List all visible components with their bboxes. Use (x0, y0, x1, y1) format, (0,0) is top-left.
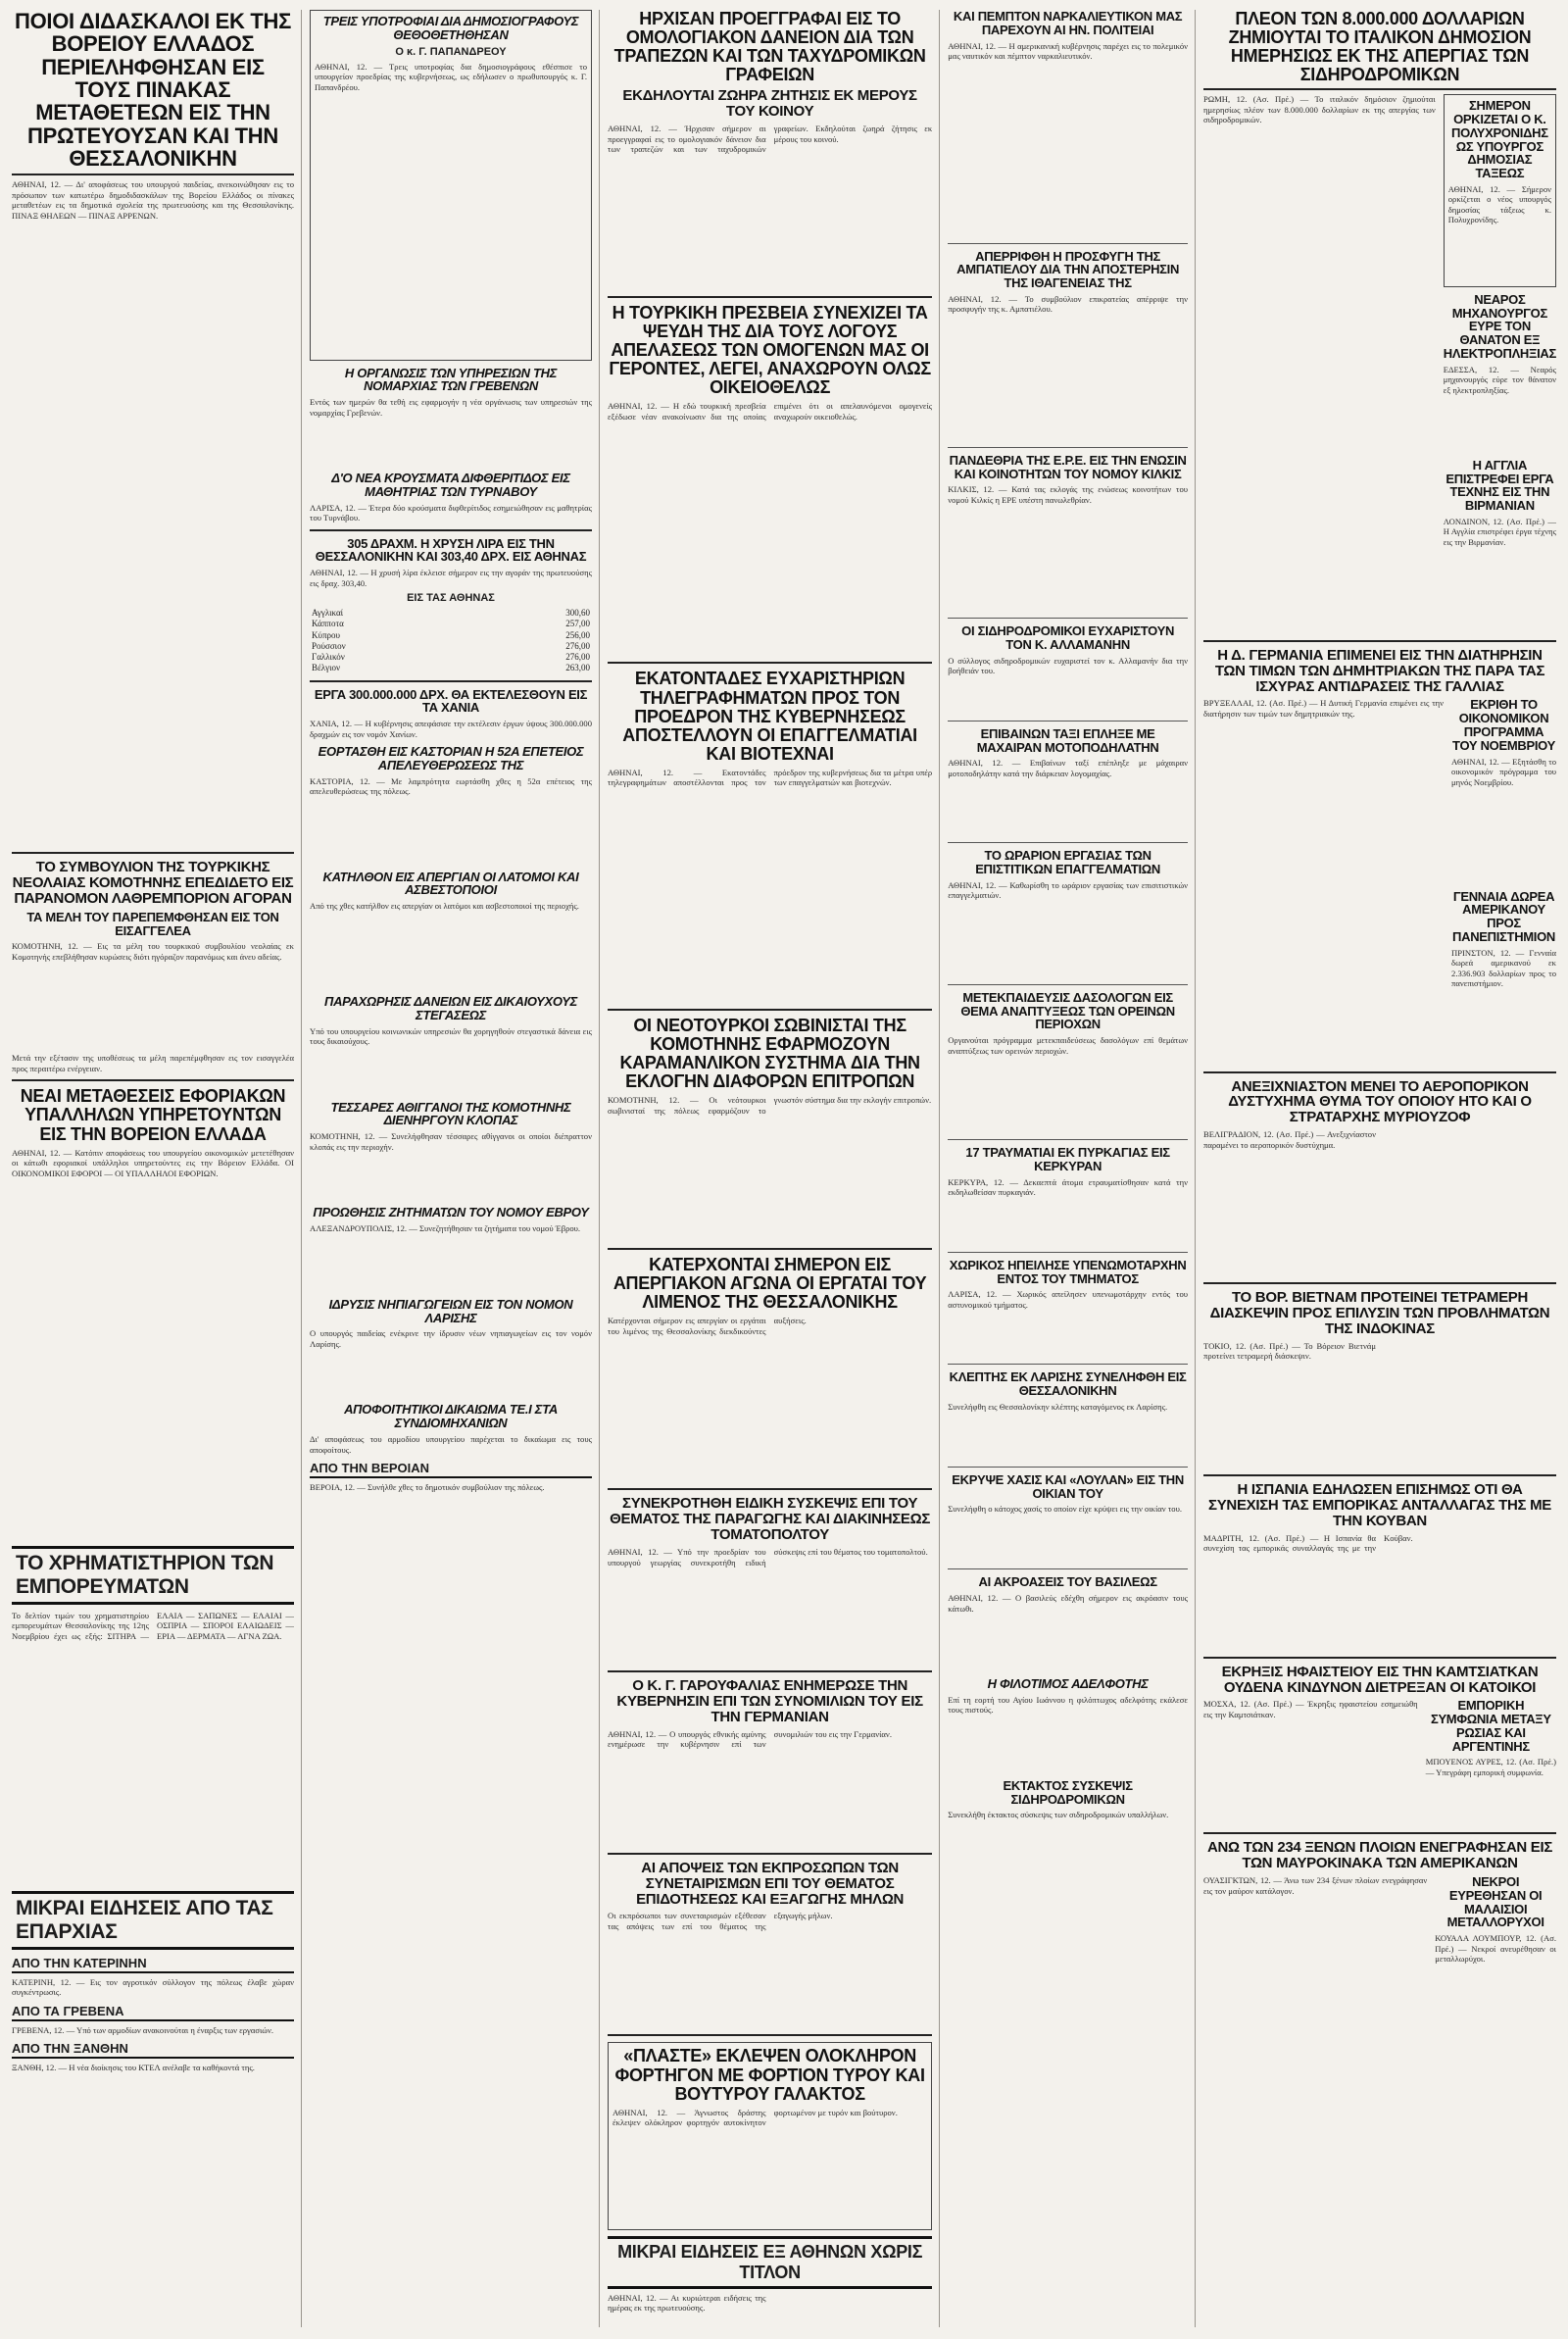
column-4 (948, 10, 1196, 2327)
article-grevena (310, 367, 592, 467)
divider (948, 721, 1188, 722)
headline: ΕΚΡΗΞΙΣ ΗΦΑΙΣΤΕΙΟΥ ΕΙΣ ΤΗΝ ΚΑΜΤΣΙΑΤΚΑΝ ΟΥΔΕΝΑ ΚΙΝΔΥΝΟΝ ΔΙΕΤΡΕΞΑΝ ΟΙ ΚΑΤΟΙΚΟΙ (1221, 1663, 1539, 1696)
article-body: ΚΟΜΟΤΗΝΗ, 12. — Συνελήφθησαν τέσσαρες αθίγγανοι οι οποίοι διέπραττον κλοπάς εις την περιοχήν. (310, 1131, 592, 1152)
article-body: ΑΛΕΞΑΝΔΡΟΥΠΟΛΙΣ, 12. — Συνεζητήθησαν τα ζητήματα του νομού Έβρου. (310, 1222, 581, 1233)
article-body: ΤΟΚΙΟ, 12. (Ασ. Πρέ.) — Το Βόρειον Βιετνάμ προτείνει τετραμερή διάσκεψιν. (1203, 1340, 1376, 1362)
article-body: ΑΘΗΝΑΙ, 12. — Επιβαίνων ταξί επέπληξε με μάχαιραν μοτοποδηλάτην κατά την διάρκειαν λογομαχίας. (948, 758, 1188, 778)
headline: «ΠΛΑΣΤΕ» ΕΚΛΕΨΕΝ ΟΛΟΚΛΗΡΟΝ ΦΟΡΤΗΓΟΝ ΜΕ ΦΟΡΤΙΟΝ ΤΥΡΟΥ ΚΑΙ ΒΟΥΤΥΡΟΥ ΓΑΛΑΚΤΟΣ (614, 2046, 925, 2104)
article-body: Ο σύλλογος σιδηροδρομικών ευχαριστεί τον κ. Αλλαμανήν δια την βοήθειάν του. (948, 655, 1188, 676)
article-working-hours (948, 849, 1188, 978)
article-thief-larisa (948, 1370, 1188, 1461)
headline: Η ΙΣΠΑΝΙΑ ΕΔΗΛΩΣΕΝ ΕΠΙΣΗΜΩΣ ΟΤΙ ΘΑ ΣΥΝΕΧΙΣΗ ΤΑΣ ΕΜΠΟΡΙΚΑΣ ΑΝΤΑΛΛΑΓΑΣ ΤΗΣ ΜΕ ΤΗΝ ΚΟΥΒΑΝ (1208, 1480, 1551, 1529)
headline: ΝΕΑΡΟΣ ΜΗΧΑΝΟΥΡΓΟΣ ΕΥΡΕ ΤΟΝ ΘΑΝΑΤΟΝ ΕΞ ΗΛΕΚΤΡΟΠΛΗΞΙΑΣ (1443, 291, 1556, 361)
headline: ΑΝΩ ΤΩΝ 234 ΞΕΝΩΝ ΠΛΟΙΩΝ ΕΝΕΓΡΑΦΗΣΑΝ ΕΙΣ ΤΩΝ ΜΑΥΡΟΚΙΝΑΚΑ ΤΩΝ ΑΜΕΡΙΚΑΝΩΝ (1206, 1839, 1553, 1872)
article-body: Συνεκλήθη έκτακτος σύσκεψις των σιδηροδρομικών υπαλλήλων. (948, 1810, 1169, 1820)
headline: ΚΑΙ ΠΕΜΠΤΟΝ ΝΑΡΚΑΛΙΕΥΤΙΚΟΝ ΜΑΣ ΠΑΡΕΧΟΥΝ ΑΙ ΗΝ. ΠΟΛΙΤΕΙΑΙ (953, 10, 1183, 37)
divider (1203, 1657, 1556, 1659)
province-subtitle: ΑΠΟ ΤΑ ΓΡΕΒΕΝΑ (12, 2004, 294, 2021)
coin-price: 257,00 (565, 619, 590, 629)
gold-price-table (310, 608, 592, 674)
coin-price: 276,00 (565, 652, 590, 663)
article-body: ΚΟΥΑΛΑ ΛΟΥΜΠΟΥΡ, 12. (Ασ. Πρέ.) — Νεκροί ανευρέθησαν οι μεταλλωρύχοι. (1435, 1933, 1556, 1965)
coin-price: 276,00 (565, 640, 590, 651)
article-hashish (948, 1473, 1188, 1564)
headline: ΧΩΡΙΚΟΣ ΗΠΕΙΛΗΣΕ ΥΠΕΝΩΜΟΤΑΡΧΗΝ ΕΝΤΟΣ ΤΟΥ ΤΜΗΜΑΤΟΣ (949, 1257, 1187, 1286)
article-body: ΚΑΣΤΟΡΙΑ, 12. — Με λαμπρότητα εωρτάσθη χθες η 52α επέτειος της απελευθερώσεως της πόλεως. (310, 775, 592, 797)
article-body: Οργανούται πρόγραμμα μετεκπαιδεύσεως δασολόγων επί θεμάτων αναπτύξεως των ορεινών περιοχών. (948, 1035, 1188, 1056)
province-body: ΒΕΡΟΙΑ, 12. — Συνήλθε χθες το δημοτικόν συμβούλιον της πόλεως. (310, 1481, 545, 1492)
divider (1203, 1071, 1556, 1073)
headline: ΤΟ ΩΡΑΡΙΟΝ ΕΡΓΑΣΙΑΣ ΤΩΝ ΕΠΙΣΤΙΤΙΚΩΝ ΕΠΑΓΓΕΛΜΑΤΙΩΝ (975, 848, 1160, 877)
divider (310, 529, 592, 531)
article-body: ΑΘΗΝΑΙ, 12. — Τρεις υποτροφίας δια δημοσιογράφους εθέσπισε το υπουργείον προεδρίας της κυβερνήσεως, ως εδήλωσεν ο πρωθυπουργός κ. Γ. Παπανδρέου. (315, 61, 587, 92)
headline: ΚΑΤΗΛΘΟΝ ΕΙΣ ΑΠΕΡΓΙΑΝ ΟΙ ΛΑΤΟΜΟΙ ΚΑΙ ΑΣΒΕΣΤΟΠΟΙΟΙ (322, 869, 579, 898)
gold-price-row (310, 608, 592, 619)
coin-price: 256,00 (565, 629, 590, 640)
article-gold-sovereign (310, 537, 592, 674)
article-body: Συνελήφθη εις Θεσσαλονίκην κλέπτης καταγόμενος εκ Λαρίσης. (948, 1401, 1168, 1412)
article-row (1203, 1875, 1556, 1965)
province-subtitle: ΑΠΟ ΤΗΝ ΒΕΡΟΙΑΝ (310, 1461, 592, 1478)
article-body: ΜΑΔΡΙΤΗ, 12. (Ασ. Πρέ.) — Η Ισπανία θα συνεχίση τας εμπορικάς συναλλαγάς της με την Κούβαν. (1203, 1532, 1413, 1554)
headline: ΚΛΕΠΤΗΣ ΕΚ ΛΑΡΙΣΗΣ ΣΥΝΕΛΗΦΘΗ ΕΙΣ ΘΕΣΣΑΛΟΝΙΚΗΝ (949, 1369, 1187, 1399)
article-telegrams (608, 670, 932, 1002)
divider (608, 1248, 932, 1250)
article-body: ΑΘΗΝΑΙ, 12. — Εκατοντάδες τηλεγραφημάτων αποστέλλονται προς τον πρόεδρον της κυβερνήσεως δια τα μέτρα υπέρ των επαγγελματιών και βιοτεχνών. (608, 767, 933, 788)
divider (1203, 1282, 1556, 1284)
article-polychronidis (1444, 94, 1556, 287)
headline: ΠΛΕΟΝ ΤΩΝ 8.000.000 ΔΟΛΛΑΡΙΩΝ ΖΗΜΙΟΥΤΑΙ ΤΟ ΙΤΑΛΙΚΟΝ ΔΗΜΟΣΙΟΝ ΗΜΕΡΗΣΙΩΣ ΕΚ ΤΗΣ ΑΠΕΡΓΙΑΣ ΤΩΝ ΣΙΔΗΡΟΔΡΟΜΙΚΩΝ (1228, 10, 1532, 85)
subheadline: ΕΚΔΗΛΟΥΤΑΙ ΖΩΗΡΑ ΖΗΤΗΣΙΣ ΕΚ ΜΕΡΟΥΣ ΤΟΥ ΚΟΙΝΟΥ (622, 87, 917, 121)
headline: ΕΚΤΑΚΤΟΣ ΣΥΣΚΕΨΙΣ ΣΙΔΗΡΟΔΡΟΜΙΚΩΝ (1003, 1777, 1133, 1807)
headline: ΝΕΚΡΟΙ ΕΥΡΕΘΗΣΑΝ ΟΙ ΜΑΛΑΙΣΙΟΙ ΜΕΤΑΛΛΟΡΥΧΟΙ (1446, 1874, 1544, 1930)
article-ampatielos (948, 250, 1188, 441)
headline: ΑΙ ΑΚΡΟΑΣΕΙΣ ΤΟΥ ΒΑΣΙΛΕΩΣ (978, 1574, 1157, 1590)
divider (948, 243, 1188, 244)
article-graduates (310, 1403, 592, 1455)
headline: ΑΙ ΑΠΟΨΕΙΣ ΤΩΝ ΕΚΠΡΟΣΩΠΩΝ ΤΩΝ ΣΥΝΕΤΑΙΡΙΣΜΩΝ ΕΠΙ ΤΟΥ ΘΕΜΑΤΟΣ ΕΠΙΔΟΤΗΣΕΩΣ ΚΑΙ ΕΞΑΓΩΓΗΣ ΜΗΛΩΝ (636, 1859, 905, 1908)
article-body: ΑΘΗΝΑΙ, 12. — Το συμβούλιον επικρατείας απέρριψε την προσφυγήν της κ. Αμπατιέλου. (948, 293, 1188, 315)
province-body: ΓΡΕΒΕΝΑ, 12. — Υπό των αρμοδίων ανακοινούται η έναρξις των εργασιών. (12, 2024, 273, 2035)
headline: ΕΡΓΑ 300.000.000 ΔΡΧ. ΘΑ ΕΚΤΕΛΕΣΘΟΥΝ ΕΙΣ ΤΑ ΧΑΝΙΑ (314, 686, 588, 716)
headline: ΕΚΡΙΘΗ ΤΟ ΟΙΚΟΝΟΜΙΚΟΝ ΠΡΟΓΡΑΜΜΑ ΤΟΥ ΝΟΕΜΒΡΙΟΥ (1452, 697, 1555, 753)
article-body: ΜΠΟΥΕΝΟΣ ΑΥΡΕΣ, 12. (Ασ. Πρέ.) — Υπεγράφη εμπορική συμφωνία. (1425, 1757, 1556, 1777)
headline: 305 ΔΡΑΧΜ. Η ΧΡΥΣΗ ΛΙΡΑ ΕΙΣ ΤΗΝ ΘΕΣΣΑΛΟΝΙΚΗΝ ΚΑΙ 303,40 ΔΡΧ. ΕΙΣ ΑΘΗΝΑΣ (315, 535, 587, 565)
divider (1203, 1474, 1556, 1476)
province-item (12, 2004, 294, 2035)
article-king-audiences (948, 1575, 1188, 1671)
divider (1203, 1832, 1556, 1834)
gold-price-row (310, 630, 592, 641)
article-body: ΑΘΗΝΑΙ, 12. — Σήμερον ορκίζεται ο νέος υπουργός δημοσίας τάξεως κ. Πολυχρονίδης. (1447, 183, 1551, 225)
headline: ΠΡΟΩΘΗΣΙΣ ΖΗΤΗΜΑΤΩΝ ΤΟΥ ΝΟΜΟΥ ΕΒΡΟΥ (313, 1205, 589, 1220)
headline: ΝΕΑΙ ΜΕΤΑΘΕΣΕΙΣ ΕΦΟΡΙΑΚΩΝ ΥΠΑΛΛΗΛΩΝ ΥΠΗΡΕΤΟΥΝΤΩΝ ΕΙΣ ΤΗΝ ΒΟΡΕΙΟΝ ΕΛΛΑΔΑ (20, 1086, 286, 1144)
province-body: ΚΑΤΕΡΙΝΗ, 12. — Εις τον αγροτικόν σύλλογον της πόλεως έλαβε χώραν συγκέντρωσις. (12, 1976, 294, 1998)
divider (948, 1252, 1188, 1253)
divider (948, 1364, 1188, 1365)
column-2 (310, 10, 600, 2327)
headline: ΗΡΧΙΣΑΝ ΠΡΟΕΓΓΡΑΦΑΙ ΕΙΣ ΤΟ ΟΜΟΛΟΓΙΑΚΟΝ ΔΑΝΕΙΟΝ ΔΙΑ ΤΩΝ ΤΡΑΠΕΖΩΝ ΚΑΙ ΤΩΝ ΤΑΧΥΔΡΟΜΙΚΩΝ ΓΡΑΦΕΙΩΝ (613, 10, 926, 85)
coin-name: Κύπρου (312, 629, 340, 640)
headline: ΑΠΕΡΡΙΦΘΗ Η ΠΡΟΣΦΥΓΗ ΤΗΣ ΑΜΠΑΤΙΕΛΟΥ ΔΙΑ ΤΗΝ ΑΠΟΣΤΕΡΗΣΙΝ ΤΗΣ ΙΘΑΓΕΝΕΙΑΣ ΤΗΣ (956, 248, 1180, 291)
article-body: ΑΘΗΝΑΙ, 12. — Καθωρίσθη το ωράριον εργασίας των επισιτιστικών επαγγελματιών. (948, 879, 1188, 901)
divider (1203, 640, 1556, 642)
article-november-program (1451, 698, 1556, 883)
article-body: ΠΡΙΝΣΤΟΝ, 12. — Γενναία δωρεά αμερικανού εκ 2.336.903 δολλαρίων προς το πανεπιστήμιον. (1451, 947, 1556, 989)
gold-price-row (310, 652, 592, 663)
sidebar-articles (1444, 94, 1556, 633)
headline: Η ΑΓΓΛΙΑ ΕΠΙΣΤΡΕΦΕΙ ΕΡΓΑ ΤΕΧΝΗΣ ΕΙΣ ΤΗΝ ΒΙΡΜΑΝΙΑΝ (1446, 457, 1554, 514)
article-row (1203, 94, 1556, 633)
article-body: ΚΙΛΚΙΣ, 12. — Κατά τας εκλογάς της ενώσεως κοινοτήτων του νομού Κιλκίς η ΕΡΕ υπέστη πανωλεθρίαν. (948, 484, 1188, 505)
coin-name: Κάπποτα (312, 619, 344, 629)
article-body: ΚΟΜΟΤΗΝΗ, 12. — Οι νεότουρκοι σωβινισταί της πόλεως εφαρμόζουν το γνωστόν σύστημα δια την εκλογήν επιτροπών. (608, 1095, 932, 1116)
article-vietnam (1203, 1290, 1556, 1468)
divider (310, 680, 592, 682)
headline: ΕΟΡΤΑΣΘΗ ΕΙΣ ΚΑΣΤΟΡΙΑΝ Η 52Α ΕΠΕΤΕΙΟΣ ΑΠΕΛΕΥΘΕΡΩΣΕΩΣ ΤΗΣ (318, 744, 584, 772)
article-body: Μετά την εξέτασιν της υποθέσεως τα μέλη παρεπέμφθησαν εις τον εισαγγελέα προς περαιτέρω ενέργειαν. (12, 1053, 294, 1073)
divider (608, 662, 932, 664)
article-plane-crash (1203, 1079, 1556, 1277)
headline: ΠΑΡΑΧΩΡΗΣΙΣ ΔΑΝΕΙΩΝ ΕΙΣ ΔΙΚΑΙΟΥΧΟΥΣ ΣΤΕΓΑΣΕΩΣ (324, 994, 577, 1022)
article-diphtheria (310, 472, 592, 523)
article-railwaymen (948, 624, 1188, 715)
headline: Δ'Ο ΝΕΑ ΚΡΟΥΣΜΑΤΑ ΔΙΦΘΕΡΙΤΙΔΟΣ ΕΙΣ ΜΑΘΗΤΡΙΑΣ ΤΩΝ ΤΥΡΝΑΒΟΥ (331, 471, 570, 499)
divider (608, 1670, 932, 1672)
headline: ΤΡΕΙΣ ΥΠΟΤΡΟΦΙΑΙ ΔΙΑ ΔΗΜΟΣΙΟΓΡΑΦΟΥΣ ΘΕΘΟΘΕΤΗΘΗΣΑΝ (322, 14, 579, 42)
divider (608, 296, 932, 298)
headline: ΕΠΙΒΑΙΝΩΝ ΤΑΞΙ ΕΠΛΗΞΕ ΜΕ ΜΑΧΑΙΡΑΝ ΜΟΤΟΠΟΔΗΛΑΤΗΝ (976, 725, 1159, 755)
article-body: ΑΘΗΝΑΙ, 12. — Υπό την προεδρίαν του υπουργού γεωργίας συνεκροτήθη ειδική σύσκεψις επί του θέματος του τοματοπολτού. (608, 1547, 928, 1568)
article-minesweeper (948, 10, 1188, 237)
coin-price: 263,00 (565, 663, 590, 673)
gold-prices-title: ΕΙΣ ΤΑΣ ΑΘΗΝΑΣ (407, 592, 495, 605)
article-body: ΑΘΗΝΑΙ, 12. — Ο βασιλεύς εδέχθη σήμερον εις ακρόασιν τους κάτωθι. (948, 1593, 1188, 1614)
coin-name: Αγγλικαί (312, 608, 344, 619)
article-italian-rail (1203, 10, 1556, 634)
article-body: Από της χθες κατήλθον εις απεργίαν οι λατόμοι και ασβεστοποιοί της περιοχής. (310, 901, 579, 912)
headline: ΤΟ ΣΥΜΒΟΥΛΙΟΝ ΤΗΣ ΤΟΥΡΚΙΚΗΣ ΝΕΟΛΑΙΑΣ ΚΟΜΟΤΗΝΗΣ ΕΠΕΔΙΔΕΤΟ ΕΙΣ ΠΑΡΑΝΟΜΟΝ ΛΑΘΡΕΜΠΟΡΙΟΝ ΑΓΟΡΑΝ (12, 859, 294, 907)
coin-name: Βέλγιον (312, 663, 341, 673)
article-body: Οι εκπρόσωποι των συνεταιρισμών εξέθεσαν τας απόψεις των επί του θέματος της εξαγωγής μήλων. (608, 1911, 833, 1931)
headline: ΕΜΠΟΡΙΚΗ ΣΥΜΦΩΝΙΑ ΜΕΤΑΞΥ ΡΩΣΙΑΣ ΚΑΙ ΑΡΓΕΝΤΙΝΗΣ (1430, 1698, 1551, 1754)
headline: ΙΔΡΥΣΙΣ ΝΗΠΙΑΓΩΓΕΙΩΝ ΕΙΣ ΤΟΝ ΝΟΜΟΝ ΛΑΡΙΣΗΣ (328, 1296, 573, 1325)
provinces-title: ΜΙΚΡΑΙ ΕΙΔΗΣΕΙΣ ΑΠΟ ΤΑΣ ΕΠΑΡΧΙΑΣ (12, 1891, 294, 1950)
article-body: ΛΑΡΙΣΑ, 12. — Χωρικός απείλησεν υπενωμοτάρχην εντός του αστυνομικού τμήματος. (948, 1289, 1188, 1310)
article-chania (310, 688, 592, 740)
article-scholarships (310, 10, 592, 361)
article-foresters (948, 991, 1188, 1133)
article-apples (608, 1861, 932, 2029)
article-turkish-embassy (608, 304, 932, 656)
article-body: ΒΡΥΞΕΛΛΑΙ, 12. (Ασ. Πρέ.) — Η Δυτική Γερμανία επιμένει εις την διατήρησιν των τιμών των δημητριακών της. (1203, 698, 1445, 719)
article-body: ΑΘΗΝΑΙ, 12. — Κατόπιν αποφάσεως του υπουργείου οικονομικών μετετέθησαν οι κάτωθι εφοριακοί υπάλληλοι υπηρετούντες εις την Βόρειον Ελλάδα. ΟΙ ΟΙΚΟΝΟΜΙΚΟΙ ΕΦΟΡΟΙ — ΟΙ ΥΠΑΛΛΗΛΟΙ ΕΦΟΡΙΩΝ. (12, 1147, 294, 1178)
divider (948, 1139, 1188, 1140)
article-garoufalias (608, 1678, 932, 1847)
article-body: Εντός των ημερών θα τεθή εις εφαρμογήν η νέα οργάνωσις των υπηρεσιών της νομαρχίας Γρεβενών. (310, 397, 592, 418)
headline: Η Δ. ΓΕΡΜΑΝΙΑ ΕΠΙΜΕΝΕΙ ΕΙΣ ΤΗΝ ΔΙΑΤΗΡΗΣΙΝ ΤΩΝ ΤΙΜΩΝ ΤΩΝ ΔΗΜΗΤΡΙΑΚΩΝ ΤΗΣ ΠΑΡΑ ΤΑΣ ΙΣΧΥΡΑΣ ΑΝΤΙΔΡΑΣΕΙΣ ΤΗΣ ΓΑΛΛΙΑΣ (1214, 646, 1545, 695)
headline: ΤΕΣΣΑΡΕΣ ΑΘΙΓΓΑΝΟΙ ΤΗΣ ΚΟΜΟΤΗΝΗΣ ΔΙΕΝΗΡΓΟΥΝ ΚΛΟΠΑΣ (330, 1099, 571, 1128)
article-body: ΑΘΗΝΑΙ, 12. — Η χρυσή λίρα έκλεισε σήμερον εις την αγοράν της πρωτευούσης εις δραχ. 303,40. (310, 568, 592, 588)
article-body: Κατέρχονται σήμερον εις απεργίαν οι εργάται του λιμένος της Θεσσαλονίκης διεκδικούντες αυξήσεις. (608, 1316, 807, 1336)
gold-price-row (310, 641, 592, 652)
article-body: ΑΘΗΝΑΙ, 12. — Εξητάσθη το οικονομικόν πρόγραμμα του μηνός Νοεμβρίου. (1451, 756, 1556, 787)
province-item (12, 2041, 294, 2072)
article-body: ΒΕΛΙΓΡΑΔΙΟΝ, 12. (Ασ. Πρέ.) — Ανεξιχνίαστον παραμένει το αεροπορικόν δυστύχημα. (1203, 1129, 1376, 1150)
article-rail-meeting (948, 1779, 1188, 1820)
column-5 (1203, 10, 1556, 2327)
article-body: ΑΘΗΝΑΙ, 12. — Η αμερικανική κυβέρνησις παρέχει εις το πολεμικόν μας ναυτικόν και πέμπτον ναρκαλιευτικόν. (948, 40, 1188, 62)
article-body: ΚΕΡΚΥΡΑ, 12. — Δεκαεπτά άτομα ετραυματίσθησαν κατά την εκδηλωθείσαν πυρκαγιάν. (948, 1176, 1188, 1198)
headline: Η ΟΡΓΑΝΩΣΙΣ ΤΩΝ ΥΠΗΡΕΣΙΩΝ ΤΗΣ ΝΟΜΑΡΧΙΑΣ ΤΩΝ ΓΡΕΒΕΝΩΝ (344, 365, 558, 394)
article-quarry-strike (310, 871, 592, 990)
headline: ΤΟ ΒΟΡ. ΒΙΕΤΝΑΜ ΠΡΟΤΕΙΝΕΙ ΤΕΤΡΑΜΕΡΗ ΔΙΑΣΚΕΨΙΝ ΠΡΟΣ ΕΠΙΛΥΣΙΝ ΤΩΝ ΠΡΟΒΛΗΜΑΤΩΝ ΤΗΣ ΙΝΔΟΚΙΝΑΣ (1209, 1289, 1550, 1338)
divider (608, 1853, 932, 1855)
divider (12, 852, 294, 854)
divider (608, 1488, 932, 1490)
divider (12, 174, 294, 175)
column-1 (12, 10, 302, 2327)
article-university-gift (1451, 890, 1556, 1066)
article-kindergartens (310, 1298, 592, 1398)
divider (608, 2034, 932, 2036)
province-subtitle: ΑΠΟ ΤΗΝ ΞΑΝΘΗΝ (12, 2041, 294, 2059)
article-body: ΡΩΜΗ, 12. (Ασ. Πρέ.) — Το ιταλικόν δημόσιον ζημιούται ημερησίως πλέον των 8.000.000 δολλαρίων εκ της απεργίας των σιδηροδρομικών. (1203, 94, 1436, 125)
article-port-strike (608, 1256, 932, 1482)
article-evros (310, 1206, 592, 1292)
province-item (12, 1956, 294, 1998)
divider (948, 984, 1188, 985)
article-komotini (608, 1017, 932, 1242)
article-body: ΛΟΝΔΙΝΟΝ, 12. (Ασ. Πρέ.) — Η Αγγλία επιστρέφει έργα τέχνης εις την Βιρμανίαν. (1443, 516, 1556, 547)
article-row (1203, 1699, 1556, 1826)
article-body: ΑΘΗΝΑΙ, 12. — Άγνωστος δράστης έκλεψεν ολόκληρον φορτηγόν αυτοκίνητον φορτωμένον με τυρόν και βούτυρον. (612, 2107, 898, 2128)
coin-name: Γαλλικόν (312, 652, 345, 663)
article-taxi-knife (948, 727, 1188, 837)
column-3 (608, 10, 940, 2327)
coin-name: Ρούσσιον (312, 640, 346, 651)
headline: ΕΚΑΤΟΝΤΑΔΕΣ ΕΥΧΑΡΙΣΤΗΡΙΩΝ ΤΗΛΕΓΡΑΦΗΜΑΤΩΝ ΠΡΟΣ ΤΟΝ ΠΡΟΕΔΡΟΝ ΤΗΣ ΚΥΒΕΡΝΗΣΕΩΣ ΑΠΟΣΤΕΛΛΟΥΝ ΟΙ ΕΠΑΓΓΕΛΜΑΤΙΑΙ ΚΑΙ ΒΙΟΤΕΧΝΑΙ (622, 669, 917, 764)
headline: ΟΙ ΝΕΟΤΟΥΡΚΟΙ ΣΩΒΙΝΙΣΤΑΙ ΤΗΣ ΚΟΜΟΤΗΝΗΣ ΕΦΑΡΜΟΖΟΥΝ ΚΑΡΑΜΑΝΛΙΚΟΝ ΣΥΣΤΗΜΑ ΔΙΑ ΤΗΝ ΕΚΛΟΓΗΝ ΔΙΑΦΟΡΩΝ ΕΠΙΤΡΟΠΩΝ (619, 1015, 920, 1092)
article-housing-loans (310, 995, 592, 1095)
article-germany-grain (1203, 648, 1556, 1066)
article-miners (1435, 1875, 1556, 1965)
headline: ΠΑΝΔΕΘΡΙΑ ΤΗΣ Ε.Ρ.Ε. ΕΙΣ ΤΗΝ ΕΝΩΣΙΝ ΚΑΙ ΚΟΙΝΟΤΗΤΩΝ ΤΟΥ ΝΟΜΟΥ ΚΙΛΚΙΣ (949, 452, 1187, 481)
headline: ΣΥΝΕΚΡΟΤΗΘΗ ΕΙΔΙΚΗ ΣΥΣΚΕΨΙΣ ΕΠΙ ΤΟΥ ΘΕΜΑΤΟΣ ΤΗΣ ΠΑΡΑΓΩΓΗΣ ΚΑΙ ΔΙΑΚΙΝΗΣΕΩΣ ΤΟΜΑΤΟΠΟΛΤΟΥ (610, 1495, 931, 1544)
article-ere-kilkis (948, 454, 1188, 613)
gold-price-row (310, 619, 592, 629)
article-body: ΑΘΗΝΑΙ, 12. — Δι' αποφάσεως του υπουργού παιδείας, ανεκοινώθησαν εις το πρόσωπον των κατωτέρω δημοδιδασκάλων της Βορείου Ελλάδος οι πίνακες μεταθετέων εις τα δημοτικά σχολεία της πρωτευούσης και της Θεσσαλονίκης. ΠΙΝΑΞ ΘΗΛΕΩΝ — ΠΙΝΑΞ ΑΡΡΕΝΩΝ. (12, 179, 294, 221)
article-electrocution (1444, 293, 1556, 453)
headline: ΑΠΟΦΟΙΤΗΤΙΚΟΙ ΔΙΚΑΙΩΜΑ ΤΕ.Ι ΣΤΑ ΣΥΝΔΙΟΜΗΧΑΝΙΩΝ (344, 1402, 558, 1431)
headline: ΠΟΙΟΙ ΔΙΔΑΣΚΑΛΟΙ ΕΚ ΤΗΣ ΒΟΡΕΙΟΥ ΕΛΛΑΔΟΣ ΠΕΡΙΕΛΗΦΘΗΣΑΝ ΕΙΣ ΤΟΥΣ ΠΙΝΑΚΑΣ ΜΕΤΑΘΕΤΕΩΝ ΕΙΣ ΤΗΝ ΠΡΩΤΕΥΟΥΣΑΝ ΚΑΙ ΤΗΝ ΘΕΣΣΑΛΟΝΙΚΗΝ (15, 10, 291, 171)
article-gypsies (310, 1101, 592, 1201)
divider (608, 1009, 932, 1011)
headline: ΑΝΕΞΙΧΝΙΑΣΤΟΝ ΜΕΝΕΙ ΤΟ ΑΕΡΟΠΟΡΙΚΟΝ ΔΥΣΤΥΧΗΜΑ ΘΥΜΑ ΤΟΥ ΟΠΟΙΟΥ ΗΤΟ ΚΑΙ Ο ΣΤΡΑΤΑΡΧΗΣ ΜΥΡΙΟΥΖΟΦ (1228, 1077, 1532, 1126)
article-body: ΑΘΗΝΑΙ, 12. — Ο υπουργός εθνικής αμύνης ενημέρωσε την κυβέρνησιν επί των συνομιλιών του εις την Γερμανίαν. (608, 1728, 892, 1750)
article-villager-threat (948, 1259, 1188, 1359)
headline: ΜΙΚΡΑΙ ΕΙΔΗΣΕΙΣ ΕΞ ΑΘΗΝΩΝ ΧΩΡΙΣ ΤΙΤΛΟΝ (608, 2236, 932, 2289)
article-blacklist-ships (1203, 1840, 1556, 1964)
stock-section-title: ΤΟ ΧΡΗΜΑΤΙΣΤΗΡΙΟΝ ΤΩΝ ΕΜΠΟΡΕΥΜΑΤΩΝ (12, 1546, 294, 1605)
article-body: ΕΔΕΣΣΑ, 12. — Νεαρός μηχανουργός εύρε τον θάνατον εξ ηλεκτροπληξίας. (1443, 364, 1556, 395)
coin-price: 300,60 (565, 608, 590, 619)
article-turkish-youth (12, 860, 294, 1073)
article-body: ΜΟΣΧΑ, 12. (Ασ. Πρέ.) — Έκρηξις ηφαιστείου εσημειώθη εις την Καμτσιάτκαν. (1203, 1699, 1418, 1719)
article-bond-loan (608, 10, 932, 290)
article-body: ΚΟΜΟΤΗΝΗ, 12. — Εις τα μέλη του τουρκικού συμβουλίου νεολαίας εκ Κομοτηνής επεβλήθησαν κυρώσεις διότι ηγόραζον παρανόμως και άνευ αδείας. (12, 941, 294, 962)
divider (948, 842, 1188, 843)
article-body: ΑΘΗΝΑΙ, 12. — Η εδώ τουρκική πρεσβεία εξέδωσε νέαν ανακοίνωσιν δια της οποίας επιμένει ότι οι απελαυνόμενοι ομογενείς αναχωρούν οικειοθελώς. (608, 401, 933, 422)
article-truck-theft (608, 2042, 932, 2229)
province-subtitle: ΑΠΟ ΤΗΝ ΚΑΤΕΡΙΝΗΝ (12, 1956, 294, 1973)
article-body: ΑΘΗΝΑΙ, 12. — Ήρχισαν σήμερον αι προεγγραφαί εις το ομολογιακόν δάνειον δια των τραπεζών και των ταχυδρομικών γραφείων. Εκδηλούται ζωηρά ζήτησις εκ μέρους του κοινού. (608, 124, 933, 155)
subheadline: ΤΑ ΜΕΛΗ ΤΟΥ ΠΑΡΕΠΕΜΦΘΗΣΑΝ ΕΙΣ ΤΟΝ ΕΙΣΑΓΓΕΛΕΑ (26, 909, 279, 938)
article-body: ΑΘΗΝΑΙ, 12. — Αι κυριώτεραι ειδήσεις της ημέρας εκ της πρωτευούσης. (608, 2292, 766, 2314)
headline: ΕΚΡΥΨΕ ΧΑΣΙΣ ΚΑΙ «ΛΟΥΛΑΝ» ΕΙΣ ΤΗΝ ΟΙΚΙΑΝ ΤΟΥ (952, 1471, 1184, 1501)
article-volcano (1203, 1665, 1556, 1827)
article-athens-briefs (608, 2236, 932, 2314)
headline: ΚΑΤΕΡΧΟΝΤΑΙ ΣΗΜΕΡΟΝ ΕΙΣ ΑΠΕΡΓΙΑΚΟΝ ΑΓΩΝΑ ΟΙ ΕΡΓΑΤΑΙ ΤΟΥ ΛΙΜΕΝΟΣ ΤΗΣ ΘΕΣΣΑΛΟΝΙΚΗΣ (612, 1255, 927, 1313)
article-kastoria (310, 745, 592, 865)
divider (1203, 88, 1556, 90)
headline: Η ΦΙΛΟΤΙΜΟΣ ΑΔΕΛΦΟΤΗΣ (987, 1676, 1149, 1692)
article-row (1203, 698, 1556, 1065)
divider (948, 1568, 1188, 1569)
headline: ΣΗΜΕΡΟΝ ΟΡΚΙΖΕΤΑΙ Ο Κ. ΠΟΛΥΧΡΟΝΙΔΗΣ ΩΣ ΥΠΟΥΡΓΟΣ ΔΗΜΟΣΙΑΣ ΤΑΞΕΩΣ (1451, 98, 1548, 181)
divider (948, 447, 1188, 448)
article-body: ΛΑΡΙΣΑ, 12. — Έτερα δύο κρούσματα διφθερίτιδος εσημειώθησαν εις μαθητρίας του Τυρνάβου. (310, 502, 592, 523)
divider (948, 618, 1188, 619)
article-tomato-paste (608, 1496, 932, 1665)
sidebar-articles (1451, 698, 1556, 1065)
article-tax-officials (12, 1087, 294, 1539)
article-burma-art (1444, 459, 1556, 634)
divider (12, 1079, 294, 1081)
gold-price-row (310, 663, 592, 673)
article-body: ΟΥΑΣΙΓΚΤΩΝ, 12. — Άνω των 234 ξένων πλοίων ενεγράφησαν εις τον μαύρον κατάλογον. (1203, 1875, 1428, 1896)
article-body: Υπό του υπουργείου κοινωνικών υπηρεσιών θα χορηγηθούν στεγαστικά δάνεια εις τους δικαιούχους. (310, 1025, 592, 1047)
headline: ΟΙ ΣΙΔΗΡΟΔΡΟΜΙΚΟΙ ΕΥΧΑΡΙΣΤΟΥΝ ΤΟΝ Κ. ΑΛΛΑΜΑΝΗΝ (961, 623, 1175, 653)
article-russia-argentina (1426, 1699, 1556, 1826)
article-teachers (12, 10, 294, 846)
province-item (310, 1461, 592, 1492)
byline: Ο κ. Γ. ΠΑΠΑΝΔΡΕΟΥ (395, 45, 507, 58)
stock-section-body: Το δελτίον τιμών του χρηματιστηρίου εμπορευμάτων Θεσσαλονίκης της 12ης Νοεμβρίου έχει ως εξής: ΣΙΤΗΡΑ — ΕΛΑΙΑ — ΣΑΠΩΝΕΣ — ΕΛΑΙΑΙ — ΟΣΠΡΙΑ — ΣΠΟΡΟΙ ΕΛΑΙΩΔΕΙΣ — ΕΡΙΑ — ΔΕΡΜΑΤΑ — ΑΓΝΑ ΖΩΑ. (12, 1610, 294, 1641)
headline: ΓΕΝΝΑΙΑ ΔΩΡΕΑ ΑΜΕΡΙΚΑΝΟΥ ΠΡΟΣ ΠΑΝΕΠΙΣΤΗΜΙΟΝ (1452, 888, 1556, 944)
article-spain-cuba (1203, 1482, 1556, 1651)
article-body: Δι' αποφάσεως του αρμοδίου υπουργείου παρέχεται το δικαίωμα εις τους αποφοίτους. (310, 1434, 592, 1455)
province-body: ΞΑΝΘΗ, 12. — Η νέα διοίκησις του ΚΤΕΛ ανέλαβε τα καθήκοντά της. (12, 2063, 255, 2073)
article-body: ΧΑΝΙΑ, 12. — Η κυβέρνησις απεφάσισε την εκτέλεσιν έργων ύψους 300.000.000 δραχμών εις τον νομόν Χανίων. (310, 719, 592, 739)
divider (948, 1467, 1188, 1468)
article-body: Συνελήφθη ο κάτοχος χασίς το οποίον είχε κρύψει εις την οικίαν του. (948, 1504, 1182, 1515)
headline: ΜΕΤΕΚΠΑΙΔΕΥΣΙΣ ΔΑΣΟΛΟΓΩΝ ΕΙΣ ΘΕΜΑ ΑΝΑΠΤΥΞΕΩΣ ΤΩΝ ΟΡΕΙΝΩΝ ΠΕΡΙΟΧΩΝ (960, 989, 1175, 1032)
headline: Η ΤΟΥΡΚΙΚΗ ΠΡΕΣΒΕΙΑ ΣΥΝΕΧΙΖΕΙ ΤΑ ΨΕΥΔΗ ΤΗΣ ΔΙΑ ΤΟΥΣ ΛΟΓΟΥΣ ΑΠΕΛΑΣΕΩΣ ΤΩΝ ΟΜΟΓΕΝΩΝ ΜΑΣ ΟΙ ΓΕΡΟΝΤΕΣ, ΛΕΓΕΙ, ΑΝΑΧΩΡΟΥΝ ΟΛΩΣ ΟΙΚΕΙΟΘΕΛΩΣ (609, 303, 931, 398)
article-brotherhood (948, 1677, 1188, 1773)
article-body: Επί τη εορτή του Αγίου Ιωάννου η φιλόπτωχος αδελφότης εκάλεσε τους πιστούς. (948, 1694, 1188, 1716)
headline: Ο Κ. Γ. ΓΑΡΟΥΦΑΛΙΑΣ ΕΝΗΜΕΡΩΣΕ ΤΗΝ ΚΥΒΕΡΝΗΣΙΝ ΕΠΙ ΤΩΝ ΣΥΝΟΜΙΛΙΩΝ ΤΟΥ ΕΙΣ ΤΗΝ ΓΕΡΜΑΝΙΑΝ (616, 1677, 923, 1725)
article-corfu-fire (948, 1146, 1188, 1246)
article-body: Ο υπουργός παιδείας ενέκρινε την ίδρυσιν νέων νηπιαγωγείων εις τον νομόν Λαρίσης. (310, 1328, 592, 1349)
headline: 17 ΤΡΑΥΜΑΤΙΑΙ ΕΚ ΠΥΡΚΑΓΙΑΣ ΕΙΣ ΚΕΡΚΥΡΑΝ (965, 1145, 1170, 1174)
